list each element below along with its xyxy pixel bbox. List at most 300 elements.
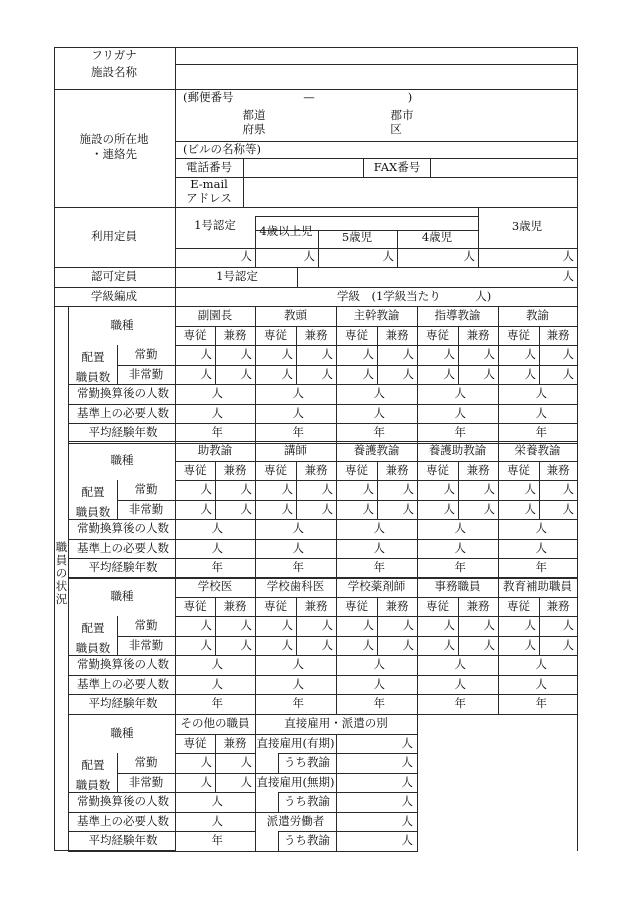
required-count-label: 基準上の必要人数 <box>77 540 169 555</box>
staff-column-border <box>336 306 337 444</box>
concurrent-label: 兼務 <box>223 462 247 477</box>
person-unit: 人 <box>443 618 455 632</box>
dedicated-label: 専従 <box>183 462 207 477</box>
job-title-group2-1: 講師 <box>284 443 307 457</box>
assigned-staff-label: 配置 <box>81 621 105 635</box>
capacity-unit: 人 <box>240 249 252 263</box>
full-time-label: 常勤 <box>134 618 158 632</box>
staff-subcolumn-border <box>296 461 297 520</box>
job-title-group1-3: 指導教諭 <box>434 308 481 322</box>
staff-subcolumn-border <box>377 326 378 385</box>
person-unit: 人 <box>362 618 374 632</box>
person-unit: 人 <box>524 618 536 632</box>
employment-teacher-sub-label: うち教諭 <box>284 755 330 769</box>
staff-subcolumn-border <box>215 597 216 656</box>
employment-unit: 人 <box>401 794 413 808</box>
dedicated-label: 専従 <box>426 327 449 342</box>
employment-unit: 人 <box>401 735 413 750</box>
capacity-line <box>478 207 479 268</box>
person-unit: 人 <box>454 386 466 400</box>
assigned-staff-label: 配置 <box>81 350 105 364</box>
employment-indent <box>278 753 279 774</box>
staff-row-line <box>68 851 256 852</box>
staff-subcolumn-border <box>377 597 378 656</box>
prefecture-label: 府県 <box>242 122 266 136</box>
dedicated-label: 専従 <box>507 598 530 613</box>
person-unit: 人 <box>200 774 212 789</box>
person-unit: 人 <box>321 637 333 652</box>
capacity-unit: 人 <box>303 249 315 263</box>
form-bottom-border <box>68 850 176 851</box>
full-time-label: 常勤 <box>134 347 158 361</box>
person-unit: 人 <box>402 366 414 381</box>
person-unit: 人 <box>240 366 252 381</box>
staff-column-border <box>498 306 499 444</box>
capacity-age4plus-label: 4歳以上児 <box>259 224 313 238</box>
job-title-group4-0: その他の職員 <box>180 716 250 730</box>
email-label: E-mail <box>190 177 228 191</box>
employment-unit: 人 <box>401 774 413 789</box>
year-unit: 年 <box>373 696 385 710</box>
form-left-border <box>54 47 55 851</box>
dedicated-label: 専従 <box>264 462 287 477</box>
person-unit: 人 <box>535 540 547 555</box>
staff-column-border <box>336 441 337 579</box>
capacity-line <box>175 248 578 249</box>
approved-cert1-label: 1号認定 <box>216 269 258 283</box>
staff-row-line <box>68 519 578 520</box>
person-unit: 人 <box>292 405 304 420</box>
dedicated-label: 専従 <box>183 327 207 342</box>
fte-count-label: 常勤換算後の人数 <box>77 657 169 671</box>
employment-line <box>255 714 418 715</box>
concurrent-label: 兼務 <box>385 462 409 477</box>
concurrent-label: 兼務 <box>304 327 328 342</box>
dedicated-label: 専従 <box>507 462 530 477</box>
concurrent-label: 兼務 <box>304 598 328 613</box>
year-unit: 年 <box>454 425 466 439</box>
fax-label: FAX番号 <box>373 160 421 174</box>
capacity-cert1-label: 1号認定 <box>194 218 236 232</box>
required-count-label: 基準上の必要人数 <box>77 405 169 420</box>
concurrent-label: 兼務 <box>223 735 247 750</box>
person-unit: 人 <box>240 637 252 652</box>
staff-subcolumn-border <box>215 326 216 385</box>
address-inner-line <box>243 158 244 208</box>
capacity-unit: 人 <box>382 249 394 263</box>
employment-teacher-sub-label: うち教諭 <box>284 833 330 847</box>
person-unit: 人 <box>524 501 536 516</box>
staff-subcolumn-border <box>377 461 378 520</box>
person-unit: 人 <box>281 637 293 652</box>
class-organization-text: 学級 (1学級当たり 人) <box>337 289 492 303</box>
employment-teacher-sub-label: うち教諭 <box>284 794 330 808</box>
staff-column-border <box>417 577 418 715</box>
concurrent-label: 兼務 <box>385 327 409 342</box>
person-unit: 人 <box>524 366 536 381</box>
required-count-label: 基準上の必要人数 <box>77 813 169 828</box>
fte-count-label: 常勤換算後の人数 <box>77 794 169 808</box>
year-unit: 年 <box>535 560 547 574</box>
class-organization-label: 学級編成 <box>91 289 137 303</box>
building-label: (ビルの名称等) <box>183 142 261 156</box>
person-unit: 人 <box>200 618 212 632</box>
person-unit: 人 <box>402 482 414 496</box>
year-unit: 年 <box>211 425 223 439</box>
staff-subcolumn-border <box>215 734 216 793</box>
contact-label: ・連絡先 <box>91 147 137 161</box>
job-type-label: 職種 <box>110 725 134 740</box>
staff-subcolumn-border <box>458 461 459 520</box>
job-title-group1-2: 主幹教諭 <box>353 308 400 322</box>
part-time-label: 非常勤 <box>128 366 164 381</box>
employment-indent <box>278 792 279 813</box>
person-unit: 人 <box>200 755 212 769</box>
approved-line <box>297 267 298 288</box>
dedicated-label: 専従 <box>426 598 449 613</box>
full-time-label: 常勤 <box>134 755 158 769</box>
address-inner-line <box>430 158 431 178</box>
job-title-group2-4: 栄養教諭 <box>514 443 561 457</box>
employment-line <box>278 831 418 832</box>
person-unit: 人 <box>211 386 223 400</box>
email-label: アドレス <box>186 191 232 205</box>
staff-subcolumn-border <box>539 461 540 520</box>
address-row-line <box>175 177 578 178</box>
staff-row-line <box>68 441 578 442</box>
person-unit: 人 <box>240 618 252 632</box>
concurrent-label: 兼務 <box>466 462 490 477</box>
staff-column-border <box>255 577 256 715</box>
part-time-label: 非常勤 <box>128 637 164 652</box>
person-unit: 人 <box>454 405 466 420</box>
employment-line <box>278 753 418 754</box>
dedicated-label: 専従 <box>183 735 207 750</box>
job-title-group3-3: 事務職員 <box>434 579 481 593</box>
person-unit: 人 <box>562 637 574 652</box>
person-unit: 人 <box>200 366 212 381</box>
person-unit: 人 <box>562 501 574 516</box>
person-unit: 人 <box>402 618 414 632</box>
address-row-line <box>175 158 578 159</box>
person-unit: 人 <box>483 618 495 632</box>
staff-subcolumn-border <box>296 597 297 656</box>
staff-row-line <box>68 558 578 559</box>
dedicated-label: 専従 <box>345 598 368 613</box>
concurrent-label: 兼務 <box>304 462 328 477</box>
person-unit: 人 <box>240 347 252 361</box>
postal-close: ) <box>407 90 413 104</box>
concurrent-label: 兼務 <box>546 327 570 342</box>
staff-column-border <box>417 306 418 444</box>
staff-row-line <box>68 714 256 715</box>
employment-type-header: 直接雇用・派遣の別 <box>284 716 388 730</box>
person-unit: 人 <box>443 482 455 496</box>
person-unit: 人 <box>524 482 536 496</box>
postal-label: (郵便番号 <box>183 90 234 104</box>
job-title-group3-1: 学校歯科医 <box>266 579 325 593</box>
person-unit: 人 <box>443 637 455 652</box>
person-unit: 人 <box>562 347 574 361</box>
capacity-unit: 人 <box>562 249 574 263</box>
staff-row-line <box>117 365 578 366</box>
person-unit: 人 <box>443 347 455 361</box>
person-unit: 人 <box>240 755 252 769</box>
person-unit: 人 <box>292 657 304 671</box>
avg-experience-label: 平均経験年数 <box>88 696 158 710</box>
person-unit: 人 <box>535 386 547 400</box>
person-unit: 人 <box>200 501 212 516</box>
dedicated-label: 専従 <box>264 327 287 342</box>
staff-column-border <box>417 441 418 579</box>
job-type-label: 職種 <box>110 452 134 467</box>
part-time-label: 非常勤 <box>128 774 164 789</box>
person-unit: 人 <box>535 405 547 420</box>
person-unit: 人 <box>211 676 223 691</box>
person-unit: 人 <box>281 366 293 381</box>
person-unit: 人 <box>483 637 495 652</box>
person-unit: 人 <box>240 482 252 496</box>
approved-capacity-label: 認可定員 <box>91 269 137 283</box>
person-unit: 人 <box>483 501 495 516</box>
staff-sub-border <box>117 480 118 520</box>
year-unit: 年 <box>454 696 466 710</box>
job-title-group2-2: 養護教諭 <box>353 443 400 457</box>
staff-column-border <box>498 577 499 715</box>
assigned-staff-label: 配置 <box>81 758 105 772</box>
staff-row-line <box>68 831 256 832</box>
year-unit: 年 <box>211 560 223 574</box>
city-label: 区 <box>390 122 402 136</box>
capacity-line <box>255 216 479 217</box>
section-divider <box>54 89 578 90</box>
person-unit: 人 <box>211 405 223 420</box>
person-unit: 人 <box>402 501 414 516</box>
assigned-staff-label: 職員数 <box>75 504 111 519</box>
person-unit: 人 <box>562 482 574 496</box>
person-unit: 人 <box>240 501 252 516</box>
person-unit: 人 <box>211 521 223 535</box>
year-unit: 年 <box>292 696 304 710</box>
staff-row-line <box>68 694 578 695</box>
assigned-staff-label: 配置 <box>81 485 105 499</box>
staff-subcolumn-border <box>458 597 459 656</box>
person-unit: 人 <box>373 540 385 555</box>
furigana-label: フリガナ <box>91 48 137 62</box>
staff-label-border <box>175 714 176 852</box>
job-title-group1-0: 副園長 <box>197 308 233 322</box>
concurrent-label: 兼務 <box>223 327 247 342</box>
person-unit: 人 <box>524 637 536 652</box>
person-unit: 人 <box>240 774 252 789</box>
concurrent-label: 兼務 <box>546 598 570 613</box>
concurrent-label: 兼務 <box>546 462 570 477</box>
staff-column-border <box>577 577 578 715</box>
staff-column-border <box>336 577 337 715</box>
assigned-staff-label: 職員数 <box>75 369 111 384</box>
concurrent-label: 兼務 <box>466 327 490 342</box>
dedicated-label: 専従 <box>264 598 287 613</box>
furigana-line <box>175 64 578 65</box>
year-unit: 年 <box>211 833 223 847</box>
year-unit: 年 <box>292 425 304 439</box>
full-time-label: 常勤 <box>134 482 158 496</box>
person-unit: 人 <box>483 347 495 361</box>
dedicated-label: 専従 <box>426 462 449 477</box>
year-unit: 年 <box>535 425 547 439</box>
person-unit: 人 <box>454 676 466 691</box>
person-unit: 人 <box>402 347 414 361</box>
phone-label: 電話番号 <box>186 160 232 174</box>
employment-border <box>336 734 337 852</box>
person-unit: 人 <box>200 637 212 652</box>
person-unit: 人 <box>321 501 333 516</box>
person-unit: 人 <box>281 618 293 632</box>
person-unit: 人 <box>281 347 293 361</box>
fte-count-label: 常勤換算後の人数 <box>77 521 169 535</box>
concurrent-label: 兼務 <box>385 598 409 613</box>
year-unit: 年 <box>211 696 223 710</box>
person-unit: 人 <box>200 347 212 361</box>
employment-line <box>278 792 418 793</box>
section-divider <box>54 207 578 208</box>
staff-subcolumn-border <box>296 326 297 385</box>
staff-label-border <box>175 441 176 579</box>
staff-subcolumn-border <box>539 597 540 656</box>
approved-unit: 人 <box>562 269 574 283</box>
person-unit: 人 <box>483 482 495 496</box>
person-unit: 人 <box>200 482 212 496</box>
year-unit: 年 <box>535 696 547 710</box>
capacity-age3-label: 3歳児 <box>511 219 543 233</box>
capacity-age5-label: 5歳児 <box>341 230 373 244</box>
person-unit: 人 <box>211 794 223 808</box>
postal-dash: — <box>303 90 315 104</box>
staff-subcolumn-border <box>215 461 216 520</box>
employment-indent <box>278 831 279 852</box>
person-unit: 人 <box>524 347 536 361</box>
person-unit: 人 <box>321 618 333 632</box>
person-unit: 人 <box>535 676 547 691</box>
person-unit: 人 <box>292 386 304 400</box>
person-unit: 人 <box>483 366 495 381</box>
person-unit: 人 <box>292 540 304 555</box>
capacity-line <box>397 230 398 268</box>
person-unit: 人 <box>362 482 374 496</box>
person-unit: 人 <box>402 637 414 652</box>
person-unit: 人 <box>562 366 574 381</box>
dedicated-label: 専従 <box>345 462 368 477</box>
person-unit: 人 <box>321 366 333 381</box>
concurrent-label: 兼務 <box>223 598 247 613</box>
person-unit: 人 <box>281 482 293 496</box>
person-unit: 人 <box>373 657 385 671</box>
avg-experience-label: 平均経験年数 <box>88 833 158 847</box>
employment-dispatched-worker-label: 派遣労働者 <box>266 813 325 828</box>
employment-unit: 人 <box>401 813 413 828</box>
year-unit: 年 <box>373 560 385 574</box>
person-unit: 人 <box>373 521 385 535</box>
person-unit: 人 <box>373 405 385 420</box>
employment-direct-indefinite-label: 直接雇用(無期) <box>256 774 335 789</box>
person-unit: 人 <box>535 521 547 535</box>
person-unit: 人 <box>211 813 223 828</box>
section-divider <box>54 267 578 268</box>
person-unit: 人 <box>362 501 374 516</box>
person-unit: 人 <box>211 540 223 555</box>
staff-row-line <box>68 577 578 578</box>
dedicated-label: 専従 <box>183 598 207 613</box>
staff-subcolumn-border <box>458 326 459 385</box>
year-unit: 年 <box>454 560 466 574</box>
person-unit: 人 <box>362 366 374 381</box>
staff-column-border <box>255 441 256 579</box>
job-title-group1-1: 教頭 <box>284 308 307 322</box>
staff-label-border <box>175 577 176 715</box>
facility-name-label: 施設名称 <box>91 65 137 79</box>
staff-row-line <box>68 384 578 385</box>
person-unit: 人 <box>443 501 455 516</box>
address-label: 施設の所在地 <box>79 132 149 146</box>
person-unit: 人 <box>454 540 466 555</box>
concurrent-label: 兼務 <box>466 598 490 613</box>
staff-sub-border <box>117 753 118 793</box>
person-unit: 人 <box>454 521 466 535</box>
job-title-group1-4: 教諭 <box>526 308 549 322</box>
form-bottom-border <box>54 850 69 851</box>
person-unit: 人 <box>373 386 385 400</box>
person-unit: 人 <box>292 521 304 535</box>
fte-count-label: 常勤換算後の人数 <box>77 386 169 400</box>
person-unit: 人 <box>211 657 223 671</box>
avg-experience-label: 平均経験年数 <box>88 560 158 574</box>
staff-row-line <box>117 636 578 637</box>
staff-sub-border <box>117 616 118 656</box>
staff-sub-border <box>117 345 118 385</box>
person-unit: 人 <box>562 618 574 632</box>
capacity-unit: 人 <box>463 249 475 263</box>
avg-experience-label: 平均経験年数 <box>88 425 158 439</box>
address-inner-line <box>363 158 364 178</box>
assigned-staff-label: 職員数 <box>75 640 111 655</box>
staff-row-line <box>68 423 578 424</box>
employment-unit: 人 <box>401 755 413 769</box>
staff-column-border <box>577 441 578 579</box>
person-unit: 人 <box>454 657 466 671</box>
assigned-staff-label: 職員数 <box>75 777 111 792</box>
job-title-group2-3: 養護助教諭 <box>428 443 487 457</box>
staff-column-border <box>498 441 499 579</box>
required-count-label: 基準上の必要人数 <box>77 676 169 691</box>
staff-column-border <box>577 306 578 444</box>
staff-row-line <box>68 443 578 444</box>
staff-column-border <box>255 306 256 444</box>
person-unit: 人 <box>535 657 547 671</box>
capacity-line <box>318 230 319 268</box>
person-unit: 人 <box>321 482 333 496</box>
dedicated-label: 専従 <box>345 327 368 342</box>
capacity-label: 利用定員 <box>91 229 137 243</box>
staff-row-line <box>68 306 578 307</box>
person-unit: 人 <box>362 347 374 361</box>
city-label: 郡市 <box>390 108 414 122</box>
job-title-group3-2: 学校薬剤師 <box>347 579 406 593</box>
year-unit: 年 <box>292 560 304 574</box>
capacity-age4-label: 4歳児 <box>421 230 453 244</box>
staff-row-line <box>68 655 578 656</box>
section-divider <box>54 287 578 288</box>
prefecture-label: 都道 <box>242 108 266 122</box>
